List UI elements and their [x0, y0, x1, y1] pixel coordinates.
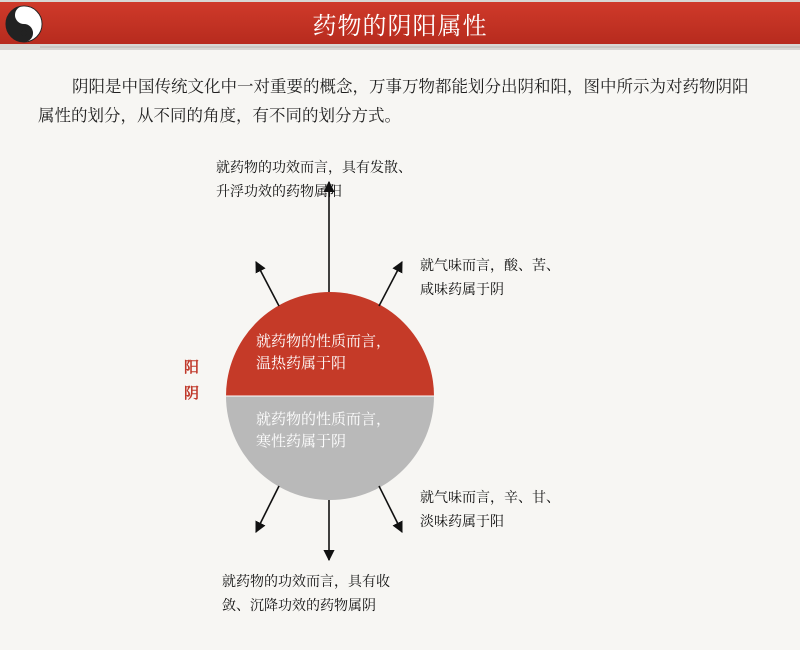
arrow-down-right [379, 486, 402, 532]
label-right-upper-line1: 就气味而言，酸、苦、 [420, 258, 560, 274]
yang-circle-text [256, 330, 391, 374]
label-top-line2: 升浮功效的药物属阳 [216, 184, 342, 200]
label-bottom-line2: 敛、沉降功效的药物属阴 [222, 598, 376, 614]
label-top-line1: 就药物的功效而言，具有发散、 [216, 160, 412, 176]
yin-circle-text [256, 408, 391, 452]
yang-circle-line1: 就药物的性质而言， [256, 332, 392, 350]
yin-marker: 阴 [184, 384, 200, 402]
label-right-upper [420, 254, 560, 302]
yang-marker: 阳 [184, 358, 200, 376]
label-right-lower [420, 486, 560, 534]
yang-circle-line2: 温热药属于阳 [256, 354, 347, 372]
label-right-lower-line1: 就气味而言，辛、甘、 [420, 490, 560, 506]
label-right-upper-line2: 咸味药属于阴 [420, 282, 504, 298]
page-title: 药物的阴阳属性 [312, 12, 488, 40]
intro-paragraph: 阴阳是中国传统文化中一对重要的概念，万事万物都能划分出阴和阳，图中所示为对药物阴阳属性的划分，从不同的角度，有不同的划分方式。 [38, 77, 749, 125]
label-right-lower-line2: 淡味药属于阳 [420, 514, 504, 530]
arrow-up-left [256, 262, 279, 306]
yin-circle-line2: 寒性药属于阴 [256, 432, 347, 450]
label-bottom [222, 570, 390, 618]
arrow-up-right [379, 262, 402, 306]
label-bottom-line1: 就药物的功效而言，具有收 [222, 574, 390, 590]
arrow-down-left [256, 486, 279, 532]
yin-circle-line1: 就药物的性质而言， [256, 410, 392, 428]
label-top [216, 156, 412, 204]
